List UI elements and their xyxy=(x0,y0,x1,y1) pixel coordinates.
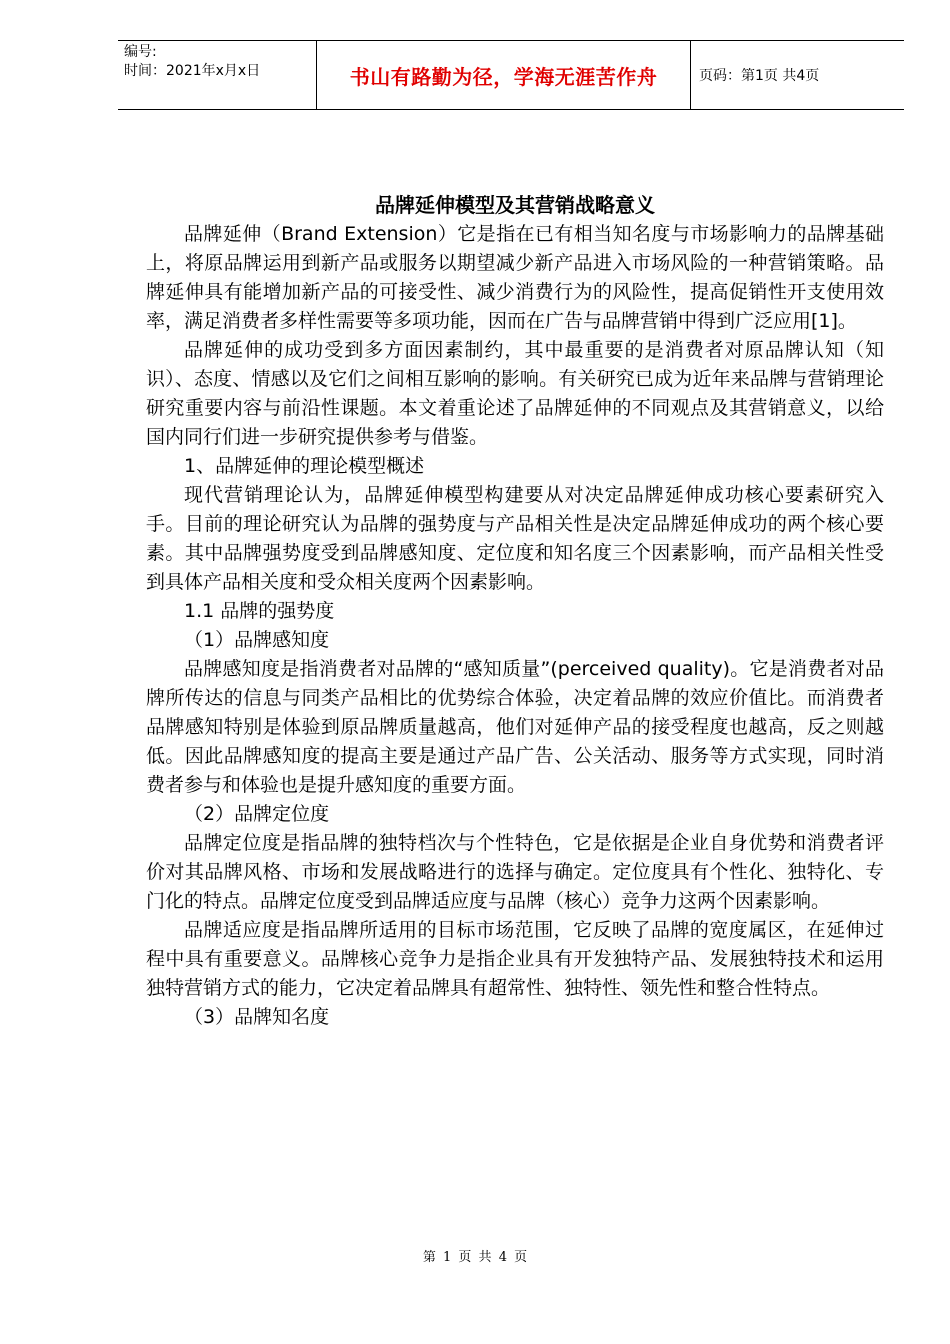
header-motto-cell xyxy=(317,41,691,109)
time-label: 时间：2021年x月x日 xyxy=(124,63,261,79)
item-heading: （2）品牌定位度 xyxy=(184,803,330,825)
header-page-cell xyxy=(691,41,904,109)
paragraph: 现代营销理论认为，品牌延伸模型构建要从对决定品牌延伸成功核心要素研究入手。目前的理论研究认为品牌的强势度与产品相关性是决定品牌延伸成功的两个核心要素。其中品牌强势度受到品牌感知度、定位度和知名度三个因素影响，而产品相关性受到具体产品相关度和受众相关度两个因素影响。 xyxy=(146,484,884,593)
page-footer: 第 1 页 共 4 页 xyxy=(422,1250,528,1265)
document-title: 品牌延伸模型及其营销战略意义 xyxy=(375,193,655,217)
item-heading: （1）品牌感知度 xyxy=(184,629,330,651)
section-heading: 1、品牌延伸的理论模型概述 xyxy=(184,455,425,477)
subsection-heading: 1.1 品牌的强势度 xyxy=(184,600,335,622)
header-motto: 书山有路勤为径，学海无涯苦作舟 xyxy=(349,64,658,89)
paragraph: 品牌适应度是指品牌所适用的目标市场范围，它反映了品牌的宽度属区，在延伸过程中具有重要意义。品牌核心竞争力是指企业具有开发独特产品、发展独特技术和运用独特营销方式的能力，它决定着品牌具有超常性、独特性、领先性和整合性特点。 xyxy=(146,919,884,999)
page-header xyxy=(118,40,904,110)
item-heading: （3）品牌知名度 xyxy=(184,1006,330,1028)
document-body xyxy=(146,190,884,1032)
paragraph: 品牌感知度是指消费者对品牌的“感知质量”(perceived quality)。它是消费者对品牌所传达的信息与同类产品相比的优势综合体验，决定着品牌的效应价值比。而消费者品牌感知特别是体验到原品牌质量越高，他们对延伸产品的接受程度也越高，反之则越低。因此品牌感知度的提高主要是通过产品广告、公关活动、服务等方式实现，同时消费者参与和体验也是提升感知度的重要方面。 xyxy=(146,658,884,796)
paragraph: 品牌延伸（Brand Extension）它是指在已有相当知名度与市场影响力的品牌基础上，将原品牌运用到新产品或服务以期望减少新产品进入市场风险的一种营销策略。品牌延伸具有能增加新产品的可接受性、减少消费行为的风险性，提高促销性开支使用效率，满足消费者多样性需要等多项功能，因而在广告与品牌营销中得到广泛应用[1]。 xyxy=(146,223,884,332)
header-page-info: 页码：第1页 共4页 xyxy=(699,68,820,84)
header-meta xyxy=(118,41,317,109)
paragraph: 品牌延伸的成功受到多方面因素制约，其中最重要的是消费者对原品牌认知（知识）、态度、情感以及它们之间相互影响的影响。有关研究已成为近年来品牌与营销理论研究重要内容与前沿性课题。本文着重论述了品牌延伸的不同观点及其营销意义，以给国内同行们进一步研究提供参考与借鉴。 xyxy=(146,339,884,448)
paragraph: 品牌定位度是指品牌的独特档次与个性特色，它是依据是企业自身优势和消费者评价对其品牌风格、市场和发展战略进行的选择与确定。定位度具有个性化、独特化、专门化的特点。品牌定位度受到品牌适应度与品牌（核心）竞争力这两个因素影响。 xyxy=(146,832,884,912)
serial-label: 编号: xyxy=(124,44,157,60)
